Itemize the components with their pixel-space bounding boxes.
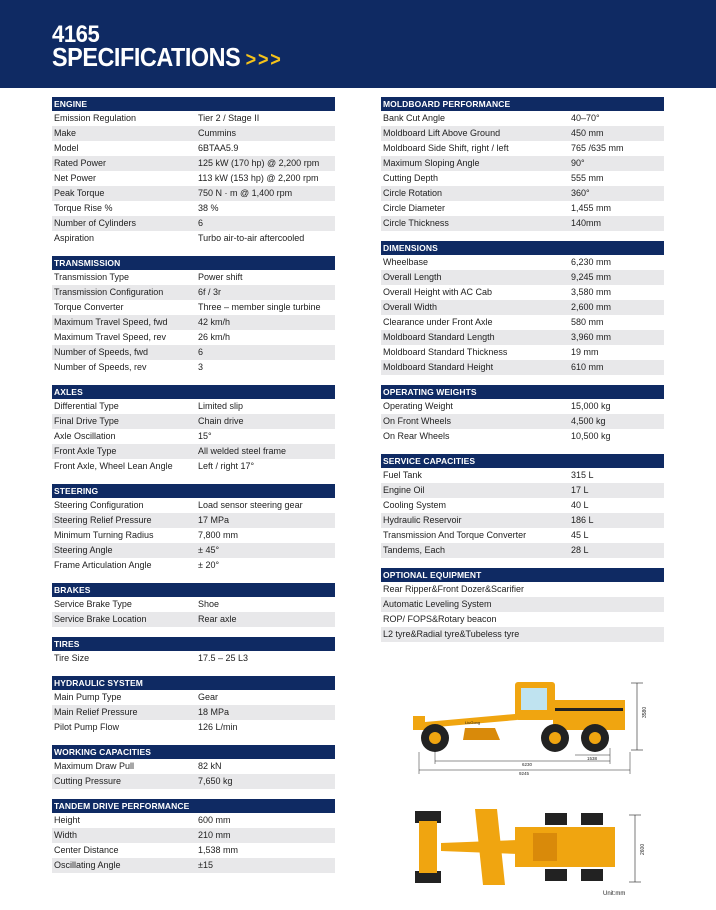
section-brakes: [52, 583, 335, 627]
section-axles: [52, 385, 335, 474]
spec-label: Center Distance: [54, 845, 119, 855]
spec-value: 6f / 3r: [198, 287, 222, 297]
spec-value: 600 mm: [198, 815, 231, 825]
section-header: OPTIONAL EQUIPMENT: [381, 568, 664, 582]
spec-row: [381, 300, 664, 315]
spec-label: Model: [54, 143, 79, 153]
spec-value: 40–70°: [571, 113, 600, 123]
spec-row: [52, 231, 335, 246]
spec-row: [52, 705, 335, 720]
section-tires: [52, 637, 335, 666]
spec-value: 40 L: [571, 500, 589, 510]
spec-label: Steering Configuration: [54, 500, 144, 510]
spec-label: Circle Thickness: [383, 218, 449, 228]
dim-tandem-label: 1538: [587, 756, 598, 761]
spec-value: Three – member single turbine: [198, 302, 321, 312]
section-header: TRANSMISSION: [52, 256, 335, 270]
spec-value: 7,800 mm: [198, 530, 239, 540]
spec-row: [381, 330, 664, 345]
spec-value: Load sensor steering gear: [198, 500, 303, 510]
spec-label: Torque Converter: [54, 302, 124, 312]
spec-row: [52, 528, 335, 543]
spec-value: [571, 627, 664, 642]
spec-row: [381, 468, 664, 483]
spec-value: 555 mm: [571, 173, 604, 183]
spec-label: Number of Speeds, rev: [54, 362, 147, 372]
spec-value: 610 mm: [571, 362, 604, 372]
spec-label: Transmission Configuration: [54, 287, 164, 297]
section-header: TANDEM DRIVE PERFORMANCE: [52, 799, 335, 813]
spec-label: Overall Width: [383, 302, 438, 312]
dim-height-label: 3580: [642, 706, 648, 718]
spec-label: Moldboard Standard Height: [383, 362, 494, 372]
spec-label: Circle Diameter: [383, 203, 446, 213]
spec-label: Cooling System: [383, 500, 447, 510]
spec-row: [52, 414, 335, 429]
section-engine: [52, 97, 335, 246]
spec-label: Cutting Depth: [383, 173, 439, 183]
spec-row: [52, 156, 335, 171]
spec-row: [381, 360, 664, 375]
spec-value: All welded steel frame: [198, 446, 287, 456]
spec-value: Rear axle: [198, 614, 237, 624]
spec-row: [52, 774, 335, 789]
spec-row: [52, 315, 335, 330]
spec-rows: [52, 690, 335, 735]
spec-value: 6BTAA5.9: [198, 143, 239, 153]
spec-value: 19 mm: [571, 347, 599, 357]
svg-text:LiuGong: LiuGong: [465, 720, 481, 725]
spec-rows: [52, 270, 335, 375]
spec-row: [381, 216, 664, 231]
spec-label: Make: [54, 128, 77, 138]
spec-row: [52, 843, 335, 858]
spec-row: [52, 216, 335, 231]
spec-value: [571, 597, 664, 612]
spec-row: [52, 690, 335, 705]
section-dimensions: [381, 241, 664, 375]
grader-top-view-drawing: [405, 805, 655, 890]
spec-value: ± 20°: [198, 560, 220, 570]
spec-value: 15,000 kg: [571, 401, 611, 411]
title-arrows: >>>: [245, 49, 283, 71]
section-operating-weights: [381, 385, 664, 444]
spec-label: Moldboard Lift Above Ground: [383, 128, 501, 138]
spec-row: [52, 513, 335, 528]
dim-width-label: 2600: [640, 843, 646, 855]
spec-label: Emission Regulation: [54, 113, 137, 123]
spec-label: ROP/ FOPS&Rotary beacon: [383, 614, 497, 624]
section-working-capacities: [52, 745, 335, 789]
spec-row: [52, 399, 335, 414]
spec-value: 38 %: [198, 203, 219, 213]
spec-row: [381, 285, 664, 300]
spec-label: Cutting Pressure: [54, 776, 122, 786]
spec-row: [52, 360, 335, 375]
spec-label: On Front Wheels: [383, 416, 452, 426]
spec-value: 6: [198, 347, 204, 357]
spec-value: 4,500 kg: [571, 416, 606, 426]
spec-label: Automatic Leveling System: [383, 599, 492, 609]
spec-value: Turbo air-to-air aftercooled: [198, 233, 305, 243]
spec-value: 140mm: [571, 218, 602, 228]
spec-value: Left / right 17°: [198, 461, 255, 471]
spec-label: Aspiration: [54, 233, 95, 243]
spec-label: Width: [54, 830, 78, 840]
spec-value: 17 L: [571, 485, 589, 495]
spec-rows: [381, 399, 664, 444]
spec-row: [52, 126, 335, 141]
section-header: BRAKES: [52, 583, 335, 597]
spec-value: 9,245 mm: [571, 272, 612, 282]
spec-row: [52, 111, 335, 126]
spec-row: [52, 498, 335, 513]
spec-label: L2 tyre&Radial tyre&Tubeless tyre: [383, 629, 520, 639]
spec-value: 765 /635 mm: [571, 143, 624, 153]
spec-value: 10,500 kg: [571, 431, 611, 441]
spec-label: Differential Type: [54, 401, 119, 411]
spec-label: Front Axle Type: [54, 446, 117, 456]
spec-row: [381, 399, 664, 414]
spec-label: Oscillating Angle: [54, 860, 121, 870]
spec-row: [381, 111, 664, 126]
spec-label: Wheelbase: [383, 257, 429, 267]
spec-label: Maximum Draw Pull: [54, 761, 135, 771]
page-title: [52, 44, 283, 73]
spec-value: 3: [198, 362, 204, 372]
spec-rows: [381, 111, 664, 231]
section-header: AXLES: [52, 385, 335, 399]
spec-row: [52, 828, 335, 843]
spec-row: [52, 543, 335, 558]
spec-value: 17 MPa: [198, 515, 230, 525]
spec-label: Fuel Tank: [383, 470, 422, 480]
spec-value: Power shift: [198, 272, 243, 282]
spec-row: [52, 459, 335, 474]
section-transmission: [52, 256, 335, 375]
spec-label: Peak Torque: [54, 188, 105, 198]
spec-value: 6,230 mm: [571, 257, 612, 267]
dim-wheelbase-label: 6230: [522, 762, 533, 767]
spec-row: [52, 330, 335, 345]
spec-row: [52, 597, 335, 612]
spec-value: 26 km/h: [198, 332, 231, 342]
grader-side-view-drawing: [405, 678, 655, 783]
spec-label: Number of Cylinders: [54, 218, 137, 228]
spec-label: Overall Height with AC Cab: [383, 287, 493, 297]
section-header: OPERATING WEIGHTS: [381, 385, 664, 399]
section-hydraulic-system: [52, 676, 335, 735]
spec-row: [52, 300, 335, 315]
spec-label: On Rear Wheels: [383, 431, 450, 441]
spec-value: 125 kW (170 hp) @ 2,200 rpm: [198, 158, 320, 168]
spec-label: Tandems, Each: [383, 545, 446, 555]
spec-value: 1,538 mm: [198, 845, 239, 855]
page-title-text: SPECIFICATIONS: [52, 42, 241, 72]
spec-row: [381, 498, 664, 513]
spec-value: 82 kN: [198, 761, 222, 771]
grader-side-view: [405, 678, 655, 783]
spec-value: 186 L: [571, 515, 594, 525]
spec-rows: [52, 651, 335, 666]
spec-row: [52, 759, 335, 774]
spec-row: [381, 270, 664, 285]
spec-value: Tier 2 / Stage II: [198, 113, 260, 123]
spec-row: [52, 345, 335, 360]
spec-label: Number of Speeds, fwd: [54, 347, 149, 357]
spec-value: 3,580 mm: [571, 287, 612, 297]
spec-label: Moldboard Side Shift, right / left: [383, 143, 509, 153]
spec-value: [571, 612, 664, 627]
spec-label: Rear Ripper&Front Dozer&Scarifier: [383, 584, 525, 594]
spec-label: Height: [54, 815, 81, 825]
spec-rows: [52, 111, 335, 246]
spec-label: Transmission And Torque Converter: [383, 530, 527, 540]
spec-value: Cummins: [198, 128, 237, 138]
spec-row: [52, 285, 335, 300]
section-header: TIRES: [52, 637, 335, 651]
spec-row: [381, 126, 664, 141]
spec-value: 750 N · m @ 1,400 rpm: [198, 188, 293, 198]
section-moldboard: [381, 97, 664, 231]
spec-rows: [52, 597, 335, 627]
spec-label: Moldboard Standard Thickness: [383, 347, 508, 357]
spec-row: [52, 651, 335, 666]
spec-value: Chain drive: [198, 416, 244, 426]
spec-value: 580 mm: [571, 317, 604, 327]
spec-row: [52, 558, 335, 573]
spec-row: [381, 156, 664, 171]
spec-label: Front Axle, Wheel Lean Angle: [54, 461, 173, 471]
spec-row: [381, 315, 664, 330]
spec-label: Frame Articulation Angle: [54, 560, 152, 570]
spec-label: Maximum Travel Speed, fwd: [54, 317, 168, 327]
spec-value: 28 L: [571, 545, 589, 555]
section-header: ENGINE: [52, 97, 335, 111]
spec-label: Clearance under Front Axle: [383, 317, 493, 327]
spec-row: [381, 171, 664, 186]
spec-row: [381, 186, 664, 201]
spec-row: [381, 255, 664, 270]
spec-row: [381, 597, 664, 612]
spec-label: Bank Cut Angle: [383, 113, 446, 123]
spec-label: Axle Oscillation: [54, 431, 116, 441]
spec-label: Circle Rotation: [383, 188, 443, 198]
spec-label: Pilot Pump Flow: [54, 722, 120, 732]
spec-value: 42 km/h: [198, 317, 231, 327]
section-header: STEERING: [52, 484, 335, 498]
spec-value: 7,650 kg: [198, 776, 233, 786]
spec-value: Gear: [198, 692, 219, 702]
section-tandem-drive: [52, 799, 335, 873]
spec-label: Final Drive Type: [54, 416, 119, 426]
spec-value: 360°: [571, 188, 590, 198]
spec-label: Minimum Turning Radius: [54, 530, 154, 540]
spec-value: ± 45°: [198, 545, 220, 555]
spec-label: Service Brake Type: [54, 599, 132, 609]
spec-row: [381, 612, 664, 627]
spec-row: [381, 543, 664, 558]
header-banner: [0, 0, 716, 88]
spec-label: Maximum Travel Speed, rev: [54, 332, 167, 342]
grader-top-view: [405, 805, 655, 890]
spec-row: [52, 201, 335, 216]
section-header: DIMENSIONS: [381, 241, 664, 255]
spec-value: 2,600 mm: [571, 302, 612, 312]
spec-row: [381, 513, 664, 528]
spec-row: [52, 444, 335, 459]
spec-value: 15°: [198, 431, 212, 441]
spec-row: [52, 270, 335, 285]
spec-row: [52, 612, 335, 627]
spec-label: Engine Oil: [383, 485, 425, 495]
section-header: SERVICE CAPACITIES: [381, 454, 664, 468]
left-column: [52, 97, 335, 873]
spec-value: 315 L: [571, 470, 594, 480]
spec-label: Steering Relief Pressure: [54, 515, 152, 525]
section-steering: [52, 484, 335, 573]
spec-rows: [52, 399, 335, 474]
spec-row: [381, 414, 664, 429]
spec-row: [52, 141, 335, 156]
spec-label: Tire Size: [54, 653, 90, 663]
unit-label: Unit:mm: [603, 891, 626, 897]
spec-value: 450 mm: [571, 128, 604, 138]
spec-label: Main Pump Type: [54, 692, 122, 702]
spec-value: 17.5 – 25 L3: [198, 653, 249, 663]
dim-length-label: 9245: [519, 771, 530, 776]
spec-row: [381, 201, 664, 216]
spec-value: 18 MPa: [198, 707, 230, 717]
spec-row: [381, 345, 664, 360]
spec-label: Steering Angle: [54, 545, 113, 555]
section-header: WORKING CAPACITIES: [52, 745, 335, 759]
spec-row: [52, 429, 335, 444]
section-header: MOLDBOARD PERFORMANCE: [381, 97, 664, 111]
spec-rows: [52, 498, 335, 573]
spec-rows: [52, 813, 335, 873]
spec-rows: [381, 582, 664, 642]
spec-row: [52, 186, 335, 201]
spec-label: Rated Power: [54, 158, 107, 168]
spec-rows: [381, 468, 664, 558]
spec-value: 210 mm: [198, 830, 231, 840]
spec-value: 90°: [571, 158, 585, 168]
spec-value: 113 kW (153 hp) @ 2,200 rpm: [198, 173, 319, 183]
spec-label: Net Power: [54, 173, 97, 183]
spec-label: Moldboard Standard Length: [383, 332, 495, 342]
spec-value: 3,960 mm: [571, 332, 612, 342]
spec-label: Operating Weight: [383, 401, 453, 411]
spec-value: 6: [198, 218, 204, 228]
spec-row: [52, 171, 335, 186]
spec-row: [52, 813, 335, 828]
spec-value: 126 L/min: [198, 722, 238, 732]
spec-value: Limited slip: [198, 401, 244, 411]
section-service-capacities: [381, 454, 664, 558]
spec-rows: [381, 255, 664, 375]
section-header: HYDRAULIC SYSTEM: [52, 676, 335, 690]
spec-row: [381, 141, 664, 156]
section-optional-equipment: [381, 568, 664, 642]
spec-row: [381, 582, 664, 597]
spec-label: Hydraulic Reservoir: [383, 515, 462, 525]
spec-label: Overall Length: [383, 272, 442, 282]
spec-value: Shoe: [198, 599, 220, 609]
spec-row: [52, 720, 335, 735]
spec-label: Service Brake Location: [54, 614, 147, 624]
spec-value: ±15: [198, 860, 213, 870]
model-number: 4165: [52, 21, 100, 48]
right-column: [381, 97, 664, 642]
spec-label: Main Relief Pressure: [54, 707, 138, 717]
spec-row: [52, 858, 335, 873]
spec-row: [381, 627, 664, 642]
spec-row: [381, 528, 664, 543]
spec-value: 45 L: [571, 530, 589, 540]
spec-row: [381, 483, 664, 498]
spec-label: Transmission Type: [54, 272, 130, 282]
spec-value: [571, 582, 664, 597]
spec-value: 1,455 mm: [571, 203, 612, 213]
spec-label: Maximum Sloping Angle: [383, 158, 480, 168]
spec-label: Torque Rise %: [54, 203, 113, 213]
spec-rows: [52, 759, 335, 789]
spec-row: [381, 429, 664, 444]
